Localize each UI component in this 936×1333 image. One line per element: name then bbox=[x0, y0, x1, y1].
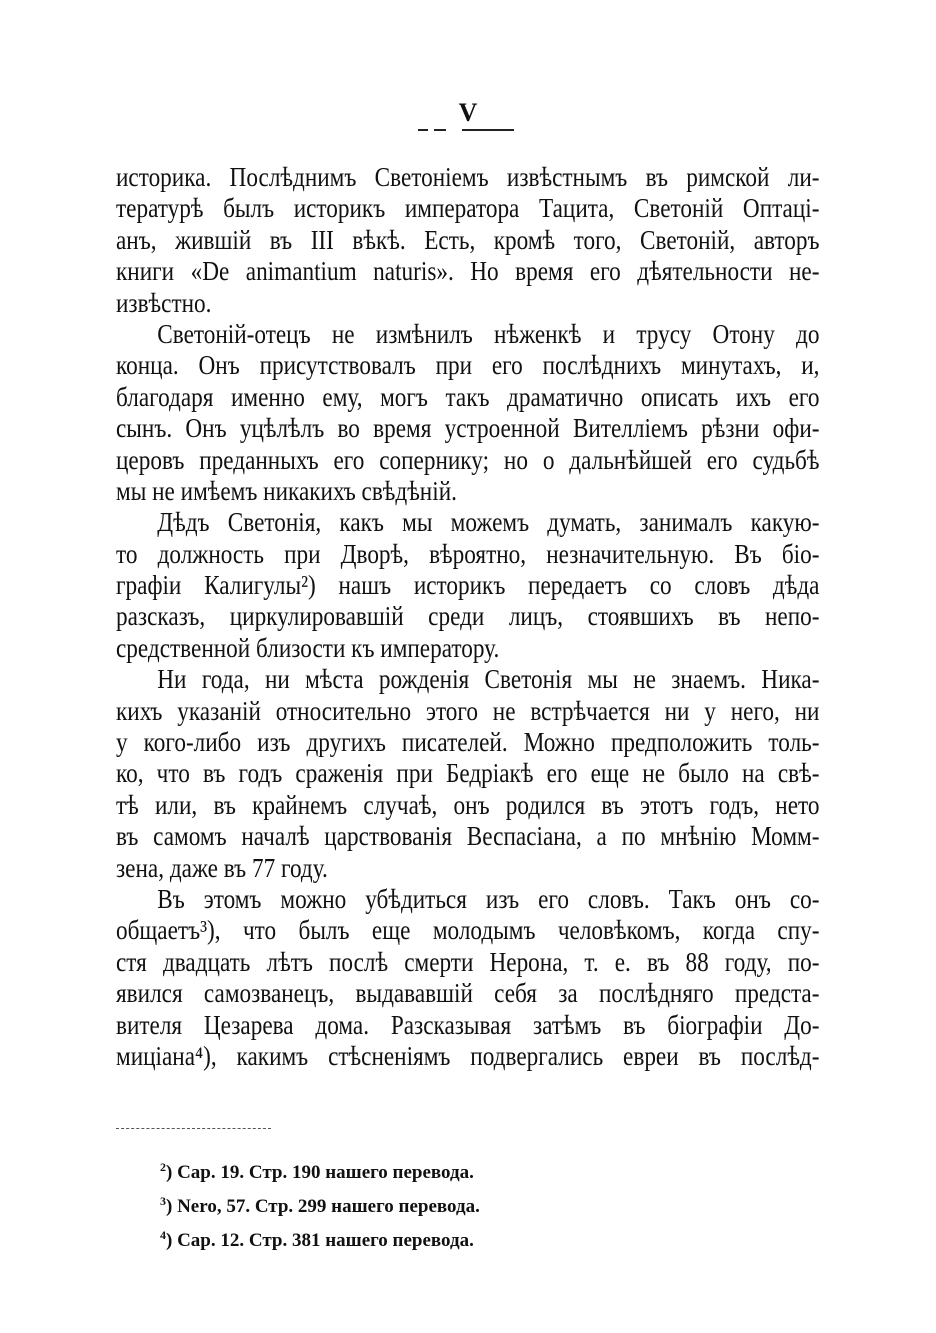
paragraph bbox=[116, 884, 819, 1072]
body-text bbox=[116, 162, 819, 1072]
text-line: вителя Цезарева дома. Разсказывая затѣмъ въ біографіи До- bbox=[116, 1009, 820, 1040]
text-line: въ самомъ началѣ царствованія Веспасіана, а по мнѣнію Момм- bbox=[116, 821, 820, 852]
footnotes bbox=[160, 1153, 480, 1255]
text-line: тѣ или, въ крайнемъ случаѣ, онъ родился въ этотъ годъ, нето bbox=[116, 789, 820, 820]
text-line: ко, что въ годъ сраженія при Бедріакѣ его еще не было на свѣ- bbox=[116, 758, 820, 789]
text-line: Ни года, ни мѣста рожденія Светонія мы не знаемъ. Ника- bbox=[157, 664, 820, 695]
text-line: Въ этомъ можно убѣдиться изъ его словъ. Такъ онъ со- bbox=[157, 883, 820, 914]
footnote bbox=[160, 1221, 480, 1255]
text-line: Светоній-отецъ не измѣнилъ нѣженкѣ и трусу Отону до bbox=[157, 318, 820, 349]
text-line: то должность при Дворѣ, вѣроятно, незначительную. Въ біо- bbox=[116, 538, 820, 569]
footnote bbox=[160, 1153, 480, 1187]
footnote-rule bbox=[116, 1128, 271, 1130]
paragraph bbox=[116, 507, 819, 664]
text-line: мы не имѣемъ никакихъ свѣдѣній. bbox=[116, 475, 457, 506]
text-line: извѣстно. bbox=[116, 287, 212, 318]
text-line: анъ, жившій въ III вѣкѣ. Есть, кромѣ того, Светоній, авторъ bbox=[116, 224, 820, 255]
text-line: стя двадцать лѣтъ послѣ смерти Нерона, т. е. въ 88 году, по- bbox=[116, 946, 820, 977]
paragraph bbox=[116, 162, 819, 319]
footnote-text: ) Cap. 19. Стр. 190 нашего перевода. bbox=[166, 1162, 474, 1183]
text-line: тературѣ былъ историкъ императора Тацита, Светоній Оптаці- bbox=[116, 193, 820, 224]
header-rule bbox=[418, 129, 514, 131]
text-line: средственной близости къ императору. bbox=[116, 632, 500, 663]
paragraph bbox=[116, 319, 819, 507]
page-number: V bbox=[458, 98, 478, 127]
paragraph bbox=[116, 664, 819, 884]
text-line: Дѣдъ Светонія, какъ мы можемъ думать, занималъ какую- bbox=[157, 507, 820, 538]
text-line: зена, даже въ 77 году. bbox=[116, 852, 328, 883]
footnote bbox=[160, 1187, 480, 1221]
text-line: явился самозванецъ, выдававшій себя за послѣдняго предста- bbox=[116, 978, 820, 1009]
text-line: конца. Онъ присутствовалъ при его послѣднихъ минутахъ, и, bbox=[116, 350, 820, 381]
footnote-mark: 4 bbox=[160, 1228, 166, 1242]
footnote-mark: 3 bbox=[160, 1194, 166, 1208]
text-line: разсказъ, циркулировавшій среди лицъ, стоявшихъ въ непо- bbox=[116, 601, 820, 632]
text-line: у кого-либо изъ другихъ писателей. Можно предположить толь- bbox=[116, 727, 820, 758]
footnote-text: ) Cap. 12. Стр. 381 нашего перевода. bbox=[166, 1230, 474, 1251]
text-line: историка. Послѣднимъ Светоніемъ извѣстнымъ въ римской ли- bbox=[116, 162, 820, 192]
text-line: кихъ указаній относительно этого не встрѣчается ни у него, ни bbox=[116, 695, 820, 726]
text-line: миціана⁴), какимъ стѣсненіямъ подвергались евреи въ послѣд- bbox=[116, 1040, 820, 1071]
text-line: благодаря именно ему, могъ такъ драматично описать ихъ его bbox=[116, 381, 820, 412]
text-line: графіи Калигулы²) нашъ историкъ передаетъ со словъ дѣда bbox=[116, 570, 820, 601]
footnote-mark: 2 bbox=[160, 1160, 166, 1174]
text-line: книги «De animantium naturis». Но время его дѣятельности не- bbox=[116, 256, 820, 287]
footnote-text: ) Nero, 57. Стр. 299 нашего перевода. bbox=[166, 1196, 480, 1217]
text-line: общаетъ³), что былъ еще молодымъ человѣкомъ, когда спу- bbox=[116, 915, 820, 946]
text-line: сынъ. Онъ уцѣлѣлъ во время устроенной Вителліемъ рѣзни офи- bbox=[116, 413, 820, 444]
text-line: церовъ преданныхъ его сопернику; но о дальнѣйшей его судьбѣ bbox=[116, 444, 820, 475]
